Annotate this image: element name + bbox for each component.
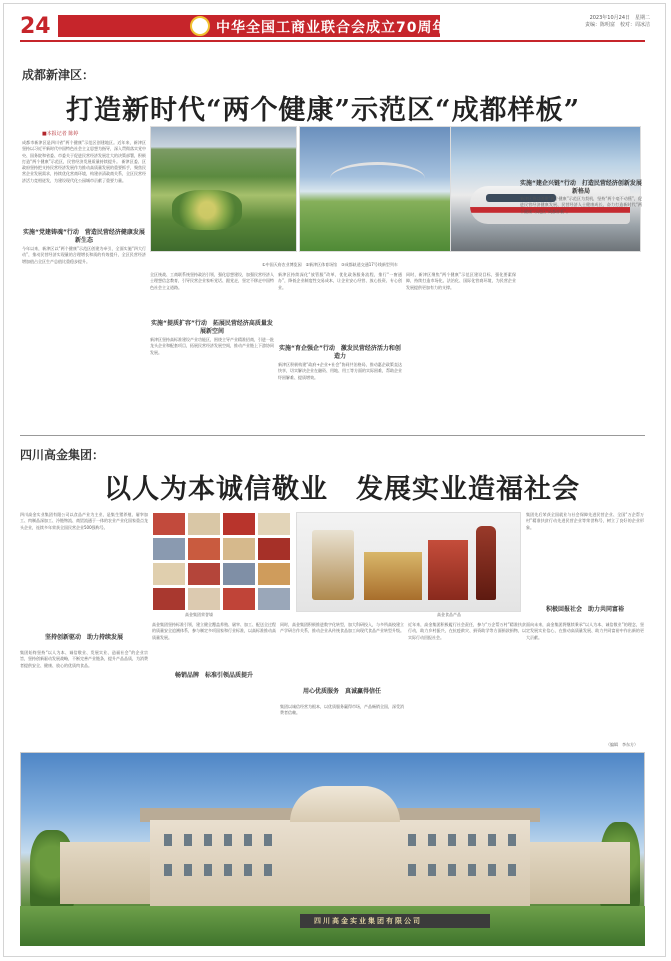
- photo-park-structure: [330, 162, 425, 195]
- article2-paragraph: 近年来，高金集团积极履行社会责任，参与“万企帮万村”精准扶贫行动，助力乡村振兴，在抗疫救灾、捐资助学等方面捐款捐物，以实际行动回报社会。: [408, 622, 526, 640]
- section-divider: [20, 435, 645, 436]
- window: [488, 864, 496, 876]
- honor-photo-tile: [257, 562, 291, 586]
- product-gift-box: [428, 540, 468, 600]
- honor-photo-tile: [222, 512, 256, 536]
- article1-paragraph: 新津区将以创建“两个健康”示范区为契机，坚持“两个毫不动摇”，促进民营经济健康发展、民营经济人士健康成长，奋力打造新时代“两个健康”示范区“成都样板”。: [520, 196, 642, 214]
- window: [164, 834, 172, 846]
- article1-subhead: 实施“提质扩容”行动 拓展民营经济高质量发展新空间: [151, 320, 273, 335]
- honor-photo-tile: [222, 562, 256, 586]
- header-title: 中华全国工商业联合会成立70周年纪念特刊: [216, 20, 508, 36]
- honor-photo-tile: [152, 537, 186, 561]
- article2-paragraph: 集团先后荣获全国就业与社会保障先进民营企业、全国“万企帮万村”精准扶贫行动先进民营企业等荣誉称号，树立了良好的企业形象。: [526, 512, 644, 530]
- window: [264, 864, 272, 876]
- article2-subhead: 用心优质服务 真诚赢得信任: [302, 688, 381, 695]
- window: [508, 834, 516, 846]
- header-editors: 责编：陈明富 校对：周冰洁: [585, 22, 651, 28]
- honor-photo-tile: [187, 562, 221, 586]
- window: [428, 864, 436, 876]
- article2-subhead: 畅销品牌 标准引领品质提升: [174, 672, 253, 679]
- honor-photo-tile: [187, 587, 221, 611]
- article2-column-3b: [280, 704, 404, 738]
- article1-column-4: [406, 272, 516, 432]
- window: [468, 834, 476, 846]
- building-central-tower: [290, 786, 400, 822]
- building-wing-right: [530, 842, 630, 904]
- window: [508, 864, 516, 876]
- article2-paragraph: 集团以诚信经营为根本，以优质服务赢得市场，产品畅销全国，深受消费者信赖。: [280, 704, 404, 716]
- window: [448, 834, 456, 846]
- article1-paragraph: 新津区持续深化“放管服”改革，优化政务服务流程，推行“一窗通办”，降低企业制度性交易成本，让企业安心经营、放心投资、专心创业。: [278, 272, 402, 290]
- photo-field-pattern: [172, 190, 242, 230]
- article1-subhead: 实施“育企强企”行动 激发民营经济活力和创造力: [279, 345, 401, 360]
- honor-photo-tile: [222, 537, 256, 561]
- article1-column-1b: [22, 246, 146, 320]
- article1-subhead: 实施“建企兴链”行动 打造民营经济创新发展新格局: [520, 180, 642, 195]
- product-bottle: [476, 526, 496, 600]
- article2-paragraph: 同时，高金集团积极推进数字化转型，加大科研投入，与多所高校建立产学研合作关系，推动企业从传统食品加工向现代食品产业转型升级。: [280, 622, 404, 634]
- window: [204, 834, 212, 846]
- article2-editor: （编辑 李东方）: [606, 742, 638, 747]
- article1-column-3b: [278, 362, 402, 432]
- header-meta: [585, 15, 650, 29]
- company-sign-text: 四川高金实业集团有限公司: [314, 917, 422, 925]
- article2-headline: 以人为本诚信敬业 发展实业造福社会: [104, 474, 580, 505]
- honor-wall-caption: 高金集团荣誉墙: [185, 612, 213, 617]
- article2-paragraph: 高金集团坚持标准引领，建立健全覆盖养殖、屠宰、加工、配送全过程的质量安全追溯体系，参与制定多项国家和行业标准，以高标准推动高质量发展。: [152, 622, 276, 640]
- building-main: [150, 820, 530, 906]
- article1-paragraph: 今年以来，新津区以“两个健康”示范区创建为牵引，全面实施“四大行动”，推动民营经济实现量的合理增长和质的有效提升，全区民营经济增加值占全区生产总值比重稳步提升。: [22, 246, 146, 264]
- honor-photo-tile: [222, 587, 256, 611]
- article2-column-4: [408, 622, 526, 738]
- article1-byline: ■本报记者 陈婷: [42, 131, 79, 137]
- window: [264, 834, 272, 846]
- honor-photo-tile: [257, 537, 291, 561]
- article2-column-1b: [20, 650, 148, 738]
- product-package: [312, 530, 354, 600]
- window: [184, 834, 192, 846]
- window: [488, 834, 496, 846]
- article1-column-2: [150, 272, 274, 320]
- window: [408, 834, 416, 846]
- window: [164, 864, 172, 876]
- article1-photo-caption: ①中国天府农业博览园 ②新津区体育场馆 ③成都轨道交通17号线新型列车: [262, 262, 398, 267]
- article1-paragraph: 成都市新津区是四川省“两个健康”示范区创建地区。近年来，新津区坚持以习近平新时代中国特色社会主义思想为指导，深入贯彻落实党中央、国务院和省委、市委关于促进民营经济发展壮大的决策部署，积极打造“两个健康”示范区，民营经济发展质量持续提升。: [22, 140, 146, 164]
- window: [448, 864, 456, 876]
- article2-kicker: 四川高金集团：: [20, 448, 105, 462]
- honor-photo-tile: [152, 562, 186, 586]
- article1-paragraph: 全区统战、工商联系统坚持政治引领，强化思想建设，加强民营经济人士理想信念教育，引导民营企业家听党话、跟党走，坚定不移走中国特色社会主义道路。: [150, 272, 274, 290]
- article1-column-2b: [150, 337, 274, 433]
- article1-paragraph: 同时，新津区聚焦“两个健康”示范区建设目标，强化要素保障，持续打造市场化、法治化、国际化营商环境，为民营企业发展提供更加有力的支撑。: [406, 272, 516, 290]
- honor-photo-tile: [152, 587, 186, 611]
- article2-column-5b: [526, 622, 644, 738]
- article2-column-1: [20, 512, 148, 634]
- product-gift-box: [364, 552, 422, 600]
- photo-agri-expo-aerial: [150, 126, 297, 252]
- window: [468, 864, 476, 876]
- window: [184, 864, 192, 876]
- acfic-logo-icon: [190, 16, 210, 36]
- honor-photo-tile: [257, 512, 291, 536]
- article2-column-2: [152, 622, 276, 738]
- article2-column-5: [526, 512, 644, 604]
- article1-headline: 打造新时代“两个健康”示范区“成都样板”: [66, 95, 581, 126]
- window: [244, 864, 252, 876]
- article1-paragraph: 新津区积极构建“政府+企业+社会”协同共治格局，推动惠企政策直达快享，切实解决企业在融资、用地、用工等方面的实际困难，帮助企业纾困解难、提质增效。: [278, 362, 402, 380]
- article2-paragraph: 集团始终坚持“以人为本、诚信敬业、发展实业、造福社会”的企业宗旨，坚持创新驱动发展战略，不断完善产业链条，提升产品品质，为消费者提供安全、健康、放心的优质肉食品。: [20, 650, 148, 668]
- article2-paragraph: 面向未来，高金集团将继续秉承“以人为本、诚信敬业”的理念，坚定发展实业信心，在推动高质量发展、助力共同富裕中作出新的更大贡献。: [526, 622, 644, 640]
- honor-photo-tile: [152, 512, 186, 536]
- product-photo-caption: 高金食品产品: [437, 612, 461, 617]
- article1-kicker: 成都新津区：: [22, 68, 95, 82]
- article1-column-3: [278, 272, 402, 344]
- article2-paragraph: 四川高金实业集团有限公司以食品产业为主业，是集生猪养殖、屠宰加工、肉制品深加工、冷链物流、商贸流通于一体的农业产业化国家重点龙头企业，连续多年荣获全国民营企业500强称号。: [20, 512, 148, 530]
- honor-photo-tile: [257, 587, 291, 611]
- header-rule: [20, 40, 645, 42]
- article1-paragraph: 新津区委、区政府坚持把支持民营经济发展作为推动高质量发展的重要抓手，聚焦民营企业发展需求，持续优化营商环境，构建亲清政商关系，全区民营经济活力竞相迸发，为建设现代化公园城市贡献了重要力量。: [22, 158, 146, 183]
- honor-wall-photo-grid: [152, 512, 292, 612]
- honor-photo-tile: [187, 512, 221, 536]
- window: [408, 864, 416, 876]
- window: [224, 834, 232, 846]
- header-date: 2023年10月24日 星期二: [589, 15, 651, 21]
- window: [428, 834, 436, 846]
- article1-column-5: [520, 196, 642, 432]
- window: [224, 864, 232, 876]
- article2-column-3: [280, 622, 404, 686]
- page-number: 24: [20, 14, 51, 39]
- article2-subhead: 坚持创新驱动 助力持续发展: [44, 634, 123, 641]
- article1-paragraph: 新津区坚持高标准建设产业功能区，围绕主导产业精准招商，引进一批龙头企业和配套项目，拓展民营经济发展空间，推动产业链上下游协同发展。: [150, 337, 274, 355]
- window: [244, 834, 252, 846]
- article2-subhead: 积极回报社会 助力共同富裕: [545, 606, 624, 613]
- window: [204, 864, 212, 876]
- article1-subhead: 实施“党建铸魂”行动 营造民营经济健康发展新生态: [23, 229, 145, 244]
- honor-photo-tile: [187, 537, 221, 561]
- building-wing-left: [60, 842, 160, 904]
